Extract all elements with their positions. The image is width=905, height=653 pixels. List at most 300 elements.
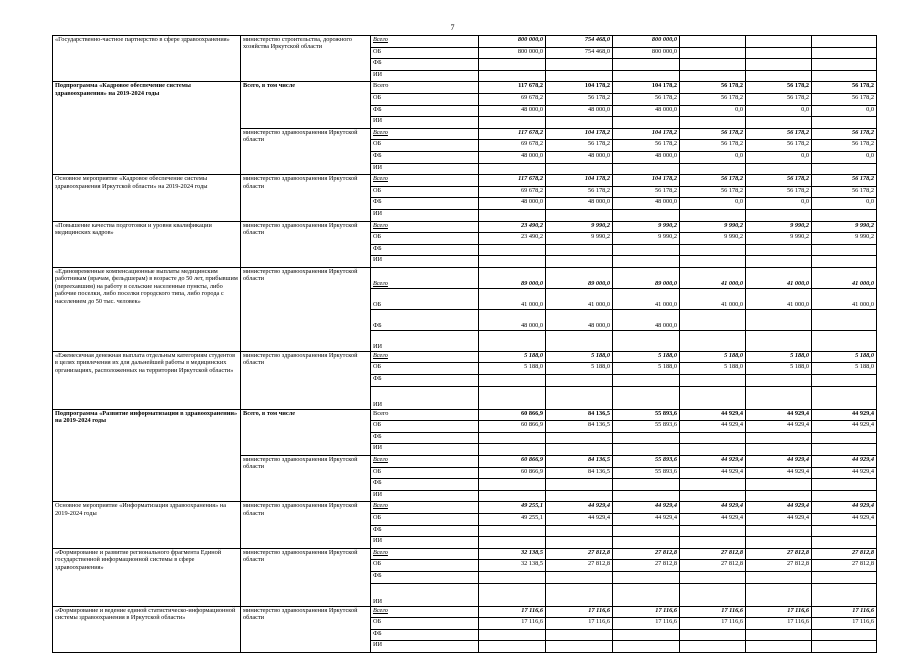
amount-cell: 44 929,4 bbox=[812, 421, 877, 433]
amount-cell bbox=[812, 117, 877, 129]
amount-cell: 84 136,5 bbox=[546, 409, 613, 421]
funding-source-cell: ОБ bbox=[371, 618, 479, 630]
amount-cell: 0,0 bbox=[812, 105, 877, 117]
amount-cell bbox=[613, 163, 680, 175]
amount-cell bbox=[812, 47, 877, 59]
funding-source-cell: ИИ bbox=[371, 537, 479, 549]
amount-cell: 0,0 bbox=[680, 151, 746, 163]
amount-cell bbox=[812, 583, 877, 606]
funding-source-cell: Всего bbox=[371, 82, 479, 94]
amount-cell bbox=[746, 309, 812, 330]
amount-cell bbox=[812, 490, 877, 502]
funding-source-cell: Всего bbox=[371, 36, 479, 48]
amount-cell: 44 929,4 bbox=[812, 409, 877, 421]
amount-cell: 9 990,2 bbox=[546, 233, 613, 245]
amount-cell: 48 000,0 bbox=[613, 151, 680, 163]
amount-cell: 27 812,8 bbox=[680, 560, 746, 572]
program-name-cell: Основное мероприятие «Кадровое обеспечение системы здравоохранения Иркутской области» на 2019-2024 годы bbox=[53, 175, 241, 221]
amount-cell: 41 000,0 bbox=[680, 267, 746, 288]
executor-cell: министерство здравоохранения Иркутской области bbox=[241, 128, 371, 174]
amount-cell bbox=[613, 375, 680, 387]
amount-cell: 0,0 bbox=[680, 105, 746, 117]
funding-source-cell: Всего bbox=[371, 456, 479, 468]
page-number: 7 bbox=[450, 23, 455, 32]
amount-cell bbox=[746, 641, 812, 653]
amount-cell bbox=[546, 256, 613, 268]
amount-cell: 69 678,2 bbox=[479, 140, 546, 152]
amount-cell bbox=[546, 490, 613, 502]
amount-cell: 56 178,2 bbox=[613, 140, 680, 152]
amount-cell: 9 990,2 bbox=[546, 221, 613, 233]
amount-cell bbox=[546, 583, 613, 606]
funding-source-cell: ИИ bbox=[371, 70, 479, 82]
program-name-cell: «Формирование и развитие регионального фрагмента Единой государственной информационной системы в сфере здравоохранения» bbox=[53, 548, 241, 606]
program-name-cell: «Ежемесячная денежная выплата отдельным категориям студентов в целях привлечения их для дальнейшей работы в медицинских организациях, расположенных на территории Иркутской области» bbox=[53, 351, 241, 409]
amount-cell bbox=[680, 309, 746, 330]
funding-source-cell: ОБ bbox=[371, 93, 479, 105]
amount-cell: 17 116,6 bbox=[613, 618, 680, 630]
amount-cell: 800 000,0 bbox=[479, 47, 546, 59]
amount-cell bbox=[546, 641, 613, 653]
amount-cell bbox=[812, 244, 877, 256]
amount-cell bbox=[613, 59, 680, 71]
amount-cell bbox=[479, 641, 546, 653]
funding-source-cell: Всего bbox=[371, 351, 479, 363]
amount-cell: 56 178,2 bbox=[680, 186, 746, 198]
amount-cell: 60 866,9 bbox=[479, 421, 546, 433]
funding-source-cell: Всего bbox=[371, 606, 479, 618]
executor-cell: министерство здравоохранения Иркутской области bbox=[241, 606, 371, 652]
amount-cell bbox=[479, 375, 546, 387]
amount-cell: 60 866,9 bbox=[479, 467, 546, 479]
amount-cell: 9 990,2 bbox=[812, 221, 877, 233]
amount-cell bbox=[479, 537, 546, 549]
amount-cell bbox=[746, 209, 812, 221]
amount-cell bbox=[746, 479, 812, 491]
amount-cell: 41 000,0 bbox=[613, 288, 680, 309]
amount-cell bbox=[613, 444, 680, 456]
executor-cell: министерство здравоохранения Иркутской области bbox=[241, 221, 371, 267]
amount-cell: 44 929,4 bbox=[680, 502, 746, 514]
amount-cell: 41 000,0 bbox=[812, 288, 877, 309]
amount-cell bbox=[546, 209, 613, 221]
amount-cell: 48 000,0 bbox=[479, 198, 546, 210]
amount-cell bbox=[680, 70, 746, 82]
amount-cell: 41 000,0 bbox=[680, 288, 746, 309]
amount-cell bbox=[479, 209, 546, 221]
amount-cell bbox=[746, 525, 812, 537]
amount-cell bbox=[680, 525, 746, 537]
amount-cell: 48 000,0 bbox=[613, 105, 680, 117]
amount-cell bbox=[546, 330, 613, 351]
amount-cell bbox=[680, 490, 746, 502]
amount-cell bbox=[613, 117, 680, 129]
amount-cell bbox=[746, 375, 812, 387]
amount-cell: 44 929,4 bbox=[613, 514, 680, 526]
amount-cell: 5 188,0 bbox=[479, 351, 546, 363]
amount-cell: 49 255,1 bbox=[479, 514, 546, 526]
program-name-cell: Основное мероприятие «Информатизация здравоохранения» на 2019-2024 годы bbox=[53, 502, 241, 548]
funding-source-cell: ОБ bbox=[371, 233, 479, 245]
funding-source-cell: ОБ bbox=[371, 421, 479, 433]
amount-cell: 48 000,0 bbox=[546, 309, 613, 330]
amount-cell: 44 929,4 bbox=[812, 467, 877, 479]
funding-source-cell: ФБ bbox=[371, 151, 479, 163]
amount-cell bbox=[479, 629, 546, 641]
amount-cell bbox=[479, 571, 546, 583]
amount-cell bbox=[680, 47, 746, 59]
table-row bbox=[53, 548, 877, 560]
amount-cell bbox=[746, 70, 812, 82]
amount-cell bbox=[680, 36, 746, 48]
funding-source-cell: ФБ bbox=[371, 244, 479, 256]
funding-source-cell: ФБ bbox=[371, 525, 479, 537]
funding-source-cell: ИИ bbox=[371, 444, 479, 456]
amount-cell: 48 000,0 bbox=[479, 105, 546, 117]
amount-cell: 44 929,4 bbox=[680, 514, 746, 526]
executor-cell: министерство здравоохранения Иркутской области bbox=[241, 548, 371, 606]
amount-cell bbox=[746, 47, 812, 59]
amount-cell bbox=[613, 386, 680, 409]
amount-cell: 56 178,2 bbox=[613, 186, 680, 198]
amount-cell bbox=[613, 432, 680, 444]
amount-cell bbox=[613, 330, 680, 351]
amount-cell: 44 929,4 bbox=[546, 502, 613, 514]
executor-cell: министерство здравоохранения Иркутской области bbox=[241, 267, 371, 351]
amount-cell: 32 138,5 bbox=[479, 548, 546, 560]
amount-cell: 0,0 bbox=[746, 105, 812, 117]
amount-cell: 0,0 bbox=[746, 198, 812, 210]
amount-cell: 104 178,2 bbox=[546, 175, 613, 187]
amount-cell: 44 929,4 bbox=[812, 514, 877, 526]
amount-cell bbox=[680, 386, 746, 409]
funding-source-cell: ФБ bbox=[371, 375, 479, 387]
program-name-cell: «Единовременные компенсационные выплаты медицинским работникам (врачам, фельдшерам) в возрасте до 50 лет, прибывшим (переехавшим) на работу в сельские населенные пункты, либо рабочие поселки, либо поселки городского типа, либо города с населением до 50 тыс. человек» bbox=[53, 267, 241, 351]
amount-cell: 5 188,0 bbox=[546, 363, 613, 375]
amount-cell: 27 812,8 bbox=[613, 560, 680, 572]
amount-cell: 44 929,4 bbox=[680, 456, 746, 468]
amount-cell bbox=[546, 432, 613, 444]
amount-cell bbox=[746, 583, 812, 606]
amount-cell bbox=[812, 256, 877, 268]
amount-cell: 48 000,0 bbox=[479, 309, 546, 330]
amount-cell bbox=[812, 641, 877, 653]
amount-cell bbox=[680, 59, 746, 71]
amount-cell bbox=[812, 36, 877, 48]
amount-cell: 9 990,2 bbox=[746, 221, 812, 233]
amount-cell bbox=[680, 163, 746, 175]
amount-cell: 56 178,2 bbox=[746, 186, 812, 198]
table-row bbox=[53, 175, 877, 187]
amount-cell: 56 178,2 bbox=[812, 82, 877, 94]
amount-cell: 41 000,0 bbox=[746, 267, 812, 288]
amount-cell: 41 000,0 bbox=[546, 288, 613, 309]
amount-cell bbox=[613, 629, 680, 641]
amount-cell bbox=[613, 583, 680, 606]
funding-source-cell: ОБ bbox=[371, 288, 479, 309]
funding-source-cell: ОБ bbox=[371, 560, 479, 572]
amount-cell: 104 178,2 bbox=[613, 175, 680, 187]
funding-source-cell: ФБ bbox=[371, 479, 479, 491]
amount-cell: 5 188,0 bbox=[680, 363, 746, 375]
amount-cell bbox=[479, 330, 546, 351]
amount-cell: 56 178,2 bbox=[613, 93, 680, 105]
program-name-cell: Подпрограмма «Кадровое обеспечение системы здравоохранения» на 2019-2024 годы bbox=[53, 82, 241, 175]
amount-cell: 44 929,4 bbox=[680, 421, 746, 433]
amount-cell: 104 178,2 bbox=[546, 82, 613, 94]
amount-cell: 84 136,5 bbox=[546, 421, 613, 433]
amount-cell: 48 000,0 bbox=[546, 105, 613, 117]
amount-cell: 41 000,0 bbox=[812, 267, 877, 288]
amount-cell bbox=[546, 629, 613, 641]
amount-cell bbox=[680, 537, 746, 549]
amount-cell: 44 929,4 bbox=[746, 467, 812, 479]
amount-cell: 9 990,2 bbox=[680, 221, 746, 233]
amount-cell: 117 678,2 bbox=[479, 82, 546, 94]
amount-cell: 17 116,6 bbox=[812, 618, 877, 630]
amount-cell: 0,0 bbox=[812, 151, 877, 163]
amount-cell: 44 929,4 bbox=[812, 456, 877, 468]
amount-cell bbox=[613, 70, 680, 82]
amount-cell bbox=[812, 209, 877, 221]
amount-cell bbox=[546, 375, 613, 387]
funding-source-cell: Всего bbox=[371, 128, 479, 140]
table-row bbox=[53, 36, 877, 48]
amount-cell bbox=[812, 479, 877, 491]
amount-cell: 9 990,2 bbox=[613, 233, 680, 245]
table-row bbox=[53, 221, 877, 233]
amount-cell: 800 000,0 bbox=[479, 36, 546, 48]
funding-source-cell: ИИ bbox=[371, 256, 479, 268]
amount-cell bbox=[680, 583, 746, 606]
amount-cell bbox=[479, 244, 546, 256]
amount-cell: 0,0 bbox=[812, 198, 877, 210]
amount-cell: 5 188,0 bbox=[546, 351, 613, 363]
amount-cell: 44 929,4 bbox=[746, 456, 812, 468]
amount-cell bbox=[680, 330, 746, 351]
amount-cell bbox=[546, 386, 613, 409]
amount-cell: 56 178,2 bbox=[680, 175, 746, 187]
amount-cell bbox=[812, 163, 877, 175]
amount-cell bbox=[680, 571, 746, 583]
amount-cell bbox=[479, 117, 546, 129]
amount-cell: 17 116,6 bbox=[746, 606, 812, 618]
amount-cell: 0,0 bbox=[746, 151, 812, 163]
amount-cell bbox=[613, 209, 680, 221]
amount-cell: 56 178,2 bbox=[746, 140, 812, 152]
amount-cell: 754 468,0 bbox=[546, 47, 613, 59]
amount-cell: 69 678,2 bbox=[479, 93, 546, 105]
amount-cell: 56 178,2 bbox=[746, 128, 812, 140]
funding-source-cell: ФБ bbox=[371, 198, 479, 210]
funding-source-cell: ИИ bbox=[371, 163, 479, 175]
amount-cell bbox=[812, 629, 877, 641]
amount-cell bbox=[479, 432, 546, 444]
amount-cell bbox=[746, 629, 812, 641]
amount-cell bbox=[680, 117, 746, 129]
table-row bbox=[53, 606, 877, 618]
amount-cell bbox=[680, 432, 746, 444]
table-row bbox=[53, 82, 877, 94]
amount-cell bbox=[546, 244, 613, 256]
amount-cell bbox=[546, 117, 613, 129]
funding-source-cell: ИИ bbox=[371, 490, 479, 502]
amount-cell: 5 188,0 bbox=[680, 351, 746, 363]
amount-cell: 9 990,2 bbox=[680, 233, 746, 245]
executor-cell: министерство здравоохранения Иркутской области bbox=[241, 175, 371, 221]
amount-cell bbox=[680, 244, 746, 256]
program-name-cell: «Повышение качества подготовки и уровня квалификации медицинских кадров» bbox=[53, 221, 241, 267]
amount-cell bbox=[746, 163, 812, 175]
amount-cell bbox=[812, 432, 877, 444]
amount-cell bbox=[746, 59, 812, 71]
funding-source-cell: ФБ bbox=[371, 309, 479, 330]
amount-cell bbox=[746, 36, 812, 48]
funding-source-cell: Всего bbox=[371, 221, 479, 233]
amount-cell: 84 136,5 bbox=[546, 456, 613, 468]
amount-cell: 44 929,4 bbox=[746, 502, 812, 514]
amount-cell: 27 812,8 bbox=[613, 548, 680, 560]
amount-cell bbox=[546, 444, 613, 456]
funding-source-cell: ФБ bbox=[371, 432, 479, 444]
amount-cell: 17 116,6 bbox=[812, 606, 877, 618]
amount-cell: 17 116,6 bbox=[546, 618, 613, 630]
amount-cell bbox=[479, 59, 546, 71]
amount-cell: 60 866,9 bbox=[479, 456, 546, 468]
amount-cell: 5 188,0 bbox=[812, 363, 877, 375]
amount-cell: 41 000,0 bbox=[479, 288, 546, 309]
table-row bbox=[53, 409, 877, 421]
amount-cell bbox=[546, 525, 613, 537]
amount-cell bbox=[479, 490, 546, 502]
amount-cell: 27 812,8 bbox=[680, 548, 746, 560]
amount-cell: 89 000,0 bbox=[546, 267, 613, 288]
funding-source-cell: ИИ bbox=[371, 209, 479, 221]
funding-source-cell: Всего bbox=[371, 175, 479, 187]
amount-cell: 5 188,0 bbox=[479, 363, 546, 375]
amount-cell: 41 000,0 bbox=[746, 288, 812, 309]
executor-cell: министерство здравоохранения Иркутской области bbox=[241, 502, 371, 548]
amount-cell: 56 178,2 bbox=[680, 140, 746, 152]
executor-cell: министерство строительства, дорожного хозяйства Иркутской области bbox=[241, 36, 371, 82]
amount-cell: 9 990,2 bbox=[812, 233, 877, 245]
amount-cell: 800 000,0 bbox=[613, 47, 680, 59]
amount-cell: 55 893,6 bbox=[613, 467, 680, 479]
executor-cell: министерство здравоохранения Иркутской области bbox=[241, 351, 371, 409]
amount-cell: 56 178,2 bbox=[680, 93, 746, 105]
amount-cell: 84 136,5 bbox=[546, 467, 613, 479]
amount-cell: 56 178,2 bbox=[812, 140, 877, 152]
amount-cell: 56 178,2 bbox=[746, 175, 812, 187]
amount-cell: 5 188,0 bbox=[746, 363, 812, 375]
executor-cell: Всего, в том числе bbox=[241, 409, 371, 455]
funding-source-cell: ОБ bbox=[371, 363, 479, 375]
program-name-cell: Подпрограмма «Развитие информатизации в здравоохранении» на 2019-2024 годы bbox=[53, 409, 241, 502]
amount-cell bbox=[680, 209, 746, 221]
amount-cell: 56 178,2 bbox=[812, 93, 877, 105]
amount-cell: 5 188,0 bbox=[746, 351, 812, 363]
funding-source-cell: ОБ bbox=[371, 186, 479, 198]
amount-cell bbox=[746, 117, 812, 129]
amount-cell bbox=[613, 571, 680, 583]
amount-cell bbox=[613, 641, 680, 653]
amount-cell bbox=[613, 256, 680, 268]
amount-cell bbox=[812, 309, 877, 330]
amount-cell: 27 812,8 bbox=[812, 548, 877, 560]
amount-cell bbox=[479, 525, 546, 537]
amount-cell: 56 178,2 bbox=[812, 128, 877, 140]
amount-cell: 104 178,2 bbox=[546, 128, 613, 140]
amount-cell: 23 490,2 bbox=[479, 233, 546, 245]
amount-cell bbox=[546, 537, 613, 549]
amount-cell bbox=[746, 537, 812, 549]
amount-cell bbox=[546, 479, 613, 491]
amount-cell bbox=[746, 244, 812, 256]
amount-cell bbox=[613, 479, 680, 491]
amount-cell: 89 000,0 bbox=[613, 267, 680, 288]
amount-cell bbox=[680, 444, 746, 456]
amount-cell: 56 178,2 bbox=[546, 186, 613, 198]
amount-cell bbox=[812, 59, 877, 71]
funding-source-cell: ФБ bbox=[371, 59, 479, 71]
amount-cell bbox=[746, 571, 812, 583]
amount-cell bbox=[746, 386, 812, 409]
amount-cell: 44 929,4 bbox=[613, 502, 680, 514]
amount-cell: 44 929,4 bbox=[746, 514, 812, 526]
amount-cell bbox=[680, 375, 746, 387]
table-row bbox=[53, 351, 877, 363]
amount-cell: 69 678,2 bbox=[479, 186, 546, 198]
amount-cell: 44 929,4 bbox=[680, 467, 746, 479]
funding-source-cell: Всего bbox=[371, 409, 479, 421]
amount-cell bbox=[479, 583, 546, 606]
amount-cell: 754 468,0 bbox=[546, 36, 613, 48]
amount-cell: 60 866,9 bbox=[479, 409, 546, 421]
amount-cell bbox=[746, 330, 812, 351]
amount-cell: 49 255,1 bbox=[479, 502, 546, 514]
amount-cell: 56 178,2 bbox=[746, 93, 812, 105]
funding-source-cell: Всего bbox=[371, 502, 479, 514]
amount-cell: 48 000,0 bbox=[546, 198, 613, 210]
amount-cell bbox=[680, 629, 746, 641]
amount-cell: 17 116,6 bbox=[746, 618, 812, 630]
amount-cell: 800 000,0 bbox=[613, 36, 680, 48]
amount-cell: 5 188,0 bbox=[812, 351, 877, 363]
amount-cell bbox=[746, 490, 812, 502]
table-row bbox=[53, 502, 877, 514]
amount-cell: 56 178,2 bbox=[680, 128, 746, 140]
amount-cell: 56 178,2 bbox=[746, 82, 812, 94]
amount-cell bbox=[546, 571, 613, 583]
amount-cell: 117 678,2 bbox=[479, 175, 546, 187]
amount-cell: 104 178,2 bbox=[613, 128, 680, 140]
program-name-cell: «Формирование и ведение единой статистическо-информационной системы здравоохранения в Иркутской области» bbox=[53, 606, 241, 652]
amount-cell: 55 893,6 bbox=[613, 409, 680, 421]
amount-cell: 44 929,4 bbox=[680, 409, 746, 421]
amount-cell bbox=[746, 256, 812, 268]
funding-source-cell: ФБ bbox=[371, 571, 479, 583]
amount-cell bbox=[613, 244, 680, 256]
amount-cell: 48 000,0 bbox=[613, 198, 680, 210]
funding-source-cell: ИИ bbox=[371, 386, 479, 409]
amount-cell bbox=[613, 537, 680, 549]
amount-cell bbox=[812, 444, 877, 456]
amount-cell: 17 116,6 bbox=[680, 606, 746, 618]
amount-cell bbox=[680, 256, 746, 268]
amount-cell: 9 990,2 bbox=[613, 221, 680, 233]
amount-cell: 17 116,6 bbox=[680, 618, 746, 630]
amount-cell bbox=[479, 256, 546, 268]
